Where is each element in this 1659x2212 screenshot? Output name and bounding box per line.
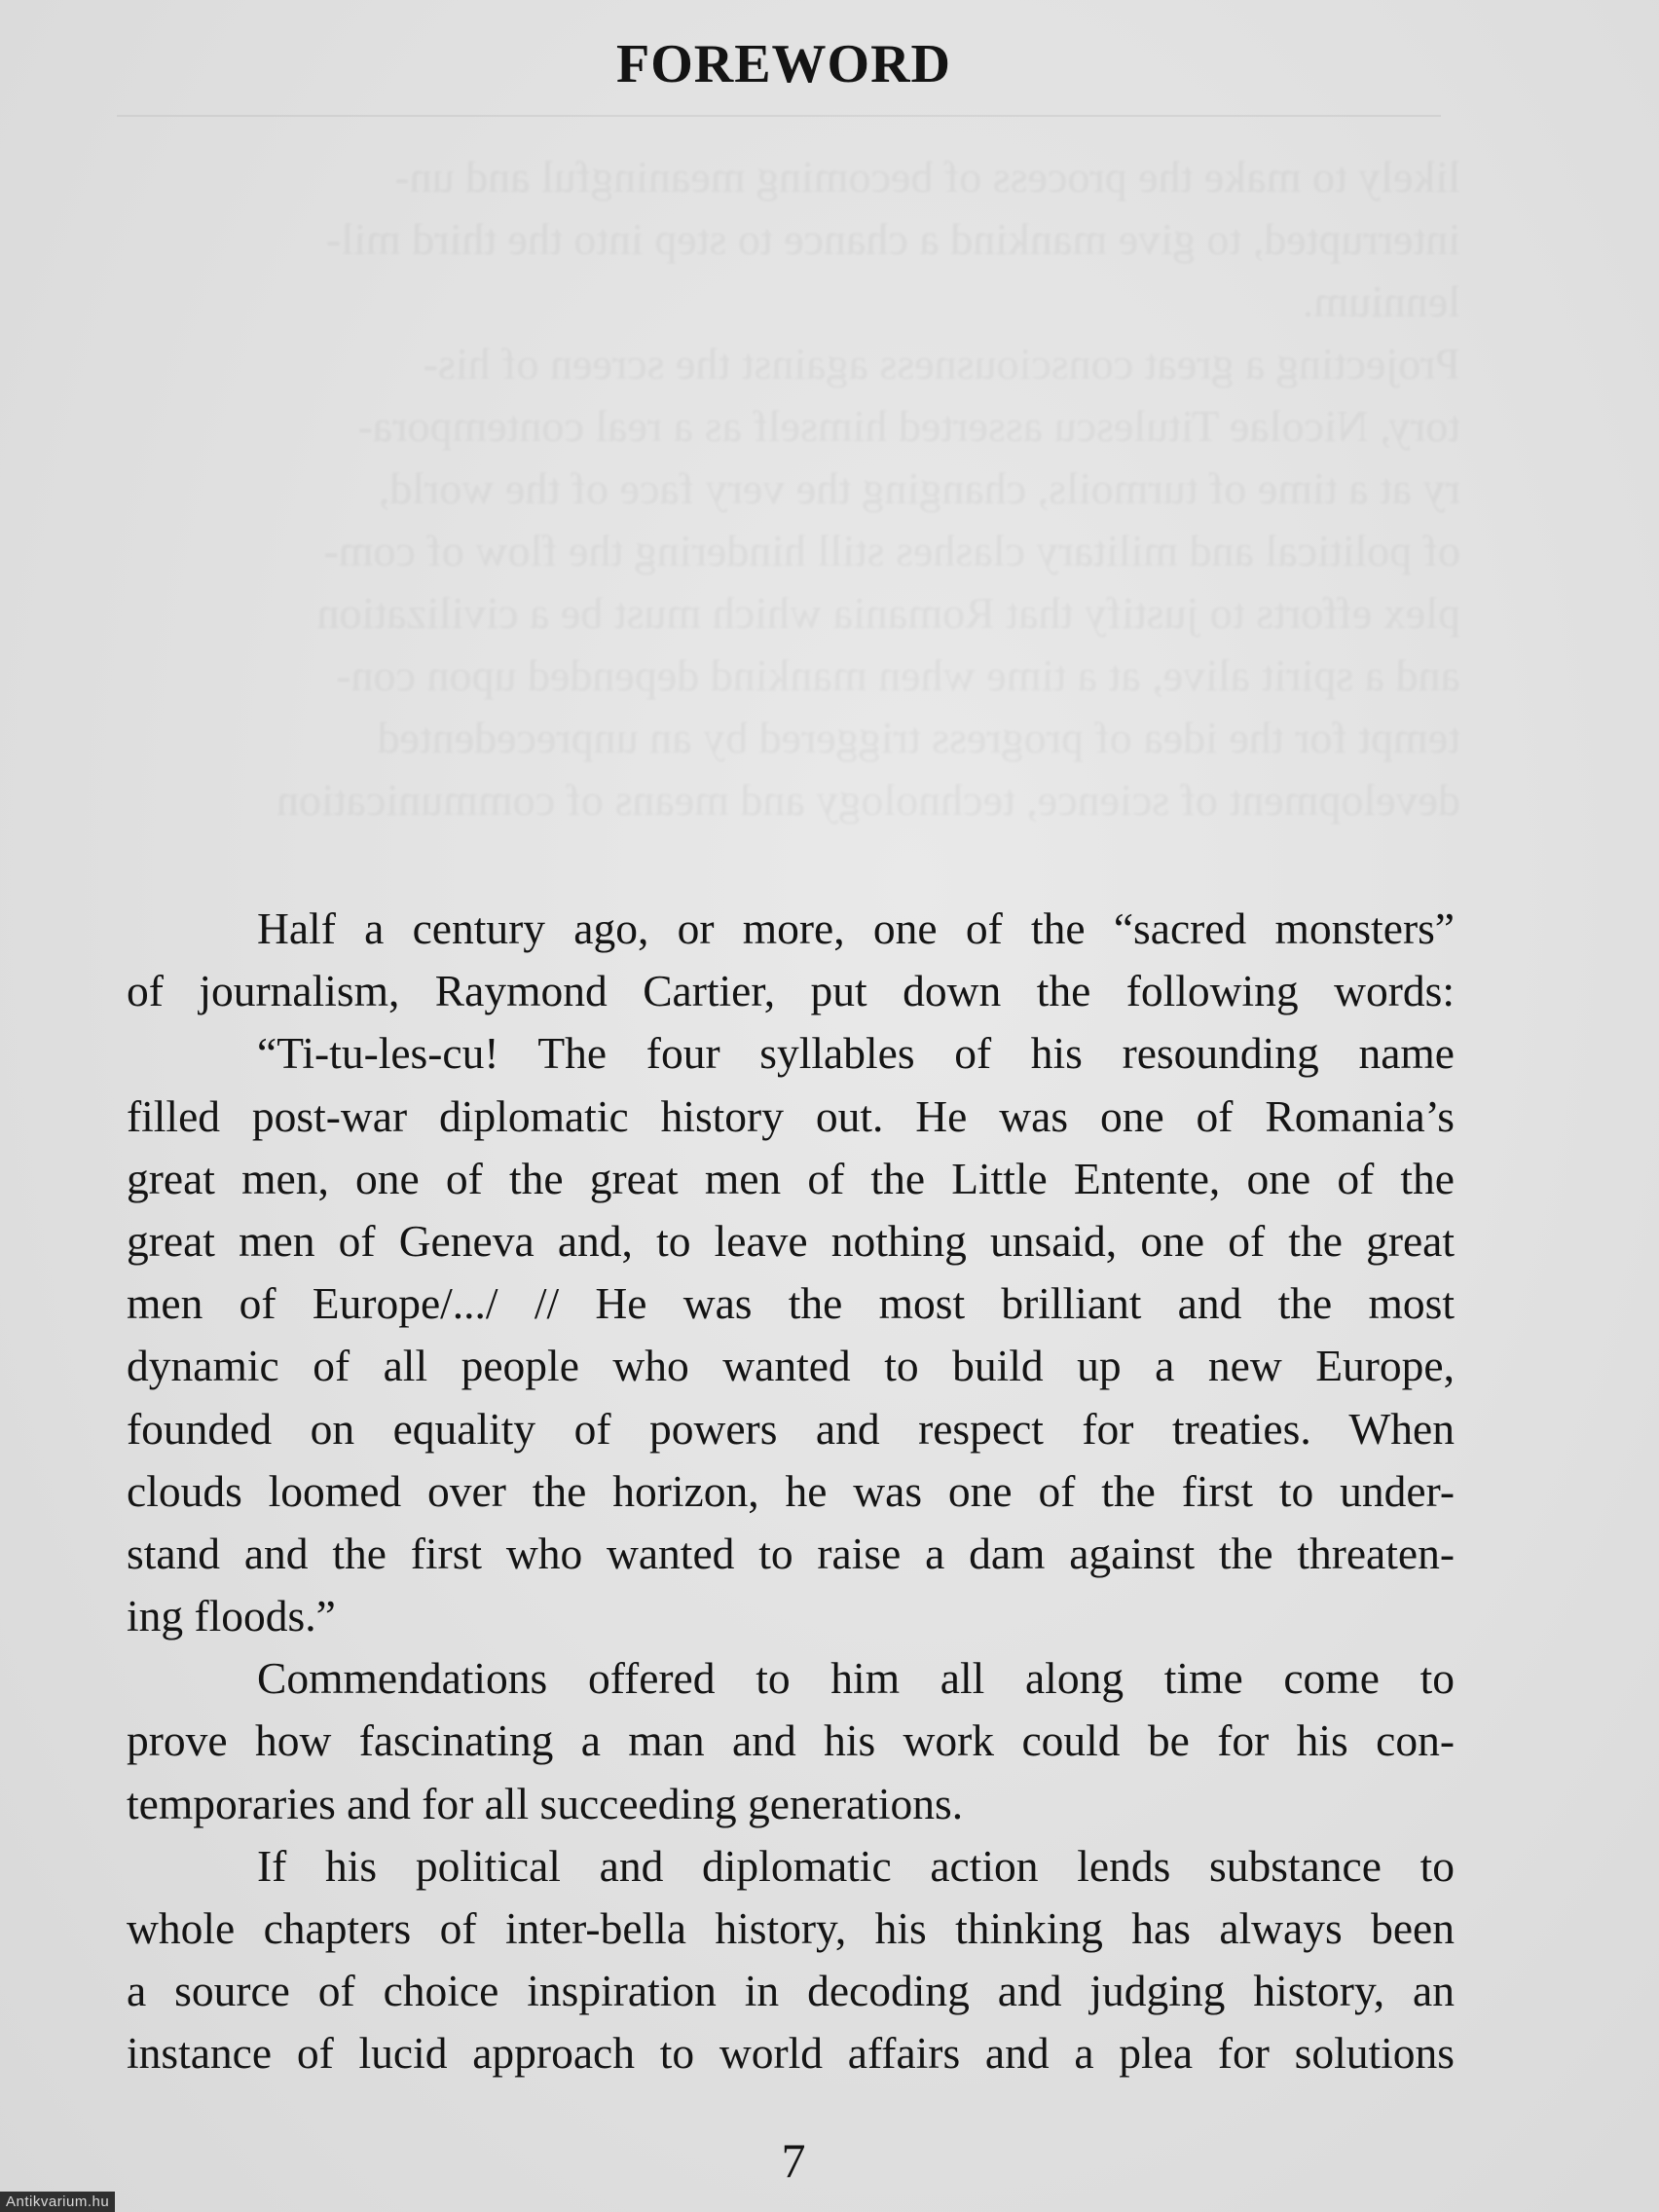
- text-line: filled post-war diplomatic history out. He was one of Romania’s: [127, 1090, 1455, 1141]
- text-line: prove how fascinating a man and his work could be for his con-: [127, 1715, 1455, 1766]
- text-line: great men, one of the great men of the Little Entente, one of the: [127, 1153, 1455, 1203]
- body-text: [127, 898, 1455, 2085]
- text-line: a source of choice inspiration in decoding and judging history, an: [127, 1966, 1455, 2016]
- text-line: If his political and diplomatic action lends substance to: [257, 1840, 1455, 1891]
- text-line: whole chapters of inter-bella history, his thinking has always been: [127, 1903, 1455, 1953]
- page-title: FOREWORD: [616, 34, 951, 94]
- text-line: great men of Geneva and, to leave nothing unsaid, one of the great: [127, 1215, 1455, 1266]
- text-line: temporaries and for all succeeding generations.: [127, 1778, 964, 1828]
- text-line: stand and the first who wanted to raise a dam against the threaten-: [127, 1528, 1455, 1578]
- watermark: Antikvarium.hu: [0, 2192, 115, 2212]
- bleed-through-text: [117, 146, 1460, 831]
- text-line: clouds loomed over the horizon, he was one of the first to under-: [127, 1465, 1455, 1516]
- text-line: men of Europe/.../ // He was the most brilliant and the most: [127, 1278, 1455, 1329]
- text-line: dynamic of all people who wanted to build up a new Europe,: [127, 1341, 1455, 1391]
- text-line: of journalism, Raymond Cartier, put down the following words:: [127, 966, 1455, 1016]
- text-line: instance of lucid approach to world affairs and a plea for solutions: [127, 2028, 1455, 2079]
- header-rule: [117, 115, 1441, 117]
- text-line: Commendations offered to him all along time come to: [257, 1653, 1455, 1704]
- text-line: Half a century ago, or more, one of the “sacred monsters”: [257, 903, 1455, 953]
- text-line: ing floods.”: [127, 1591, 336, 1641]
- page-number: 7: [781, 2133, 806, 2188]
- text-line: founded on equality of powers and respect for treaties. When: [127, 1403, 1455, 1454]
- text-line: “Ti-tu-les-cu! The four syllables of his resounding name: [257, 1028, 1455, 1079]
